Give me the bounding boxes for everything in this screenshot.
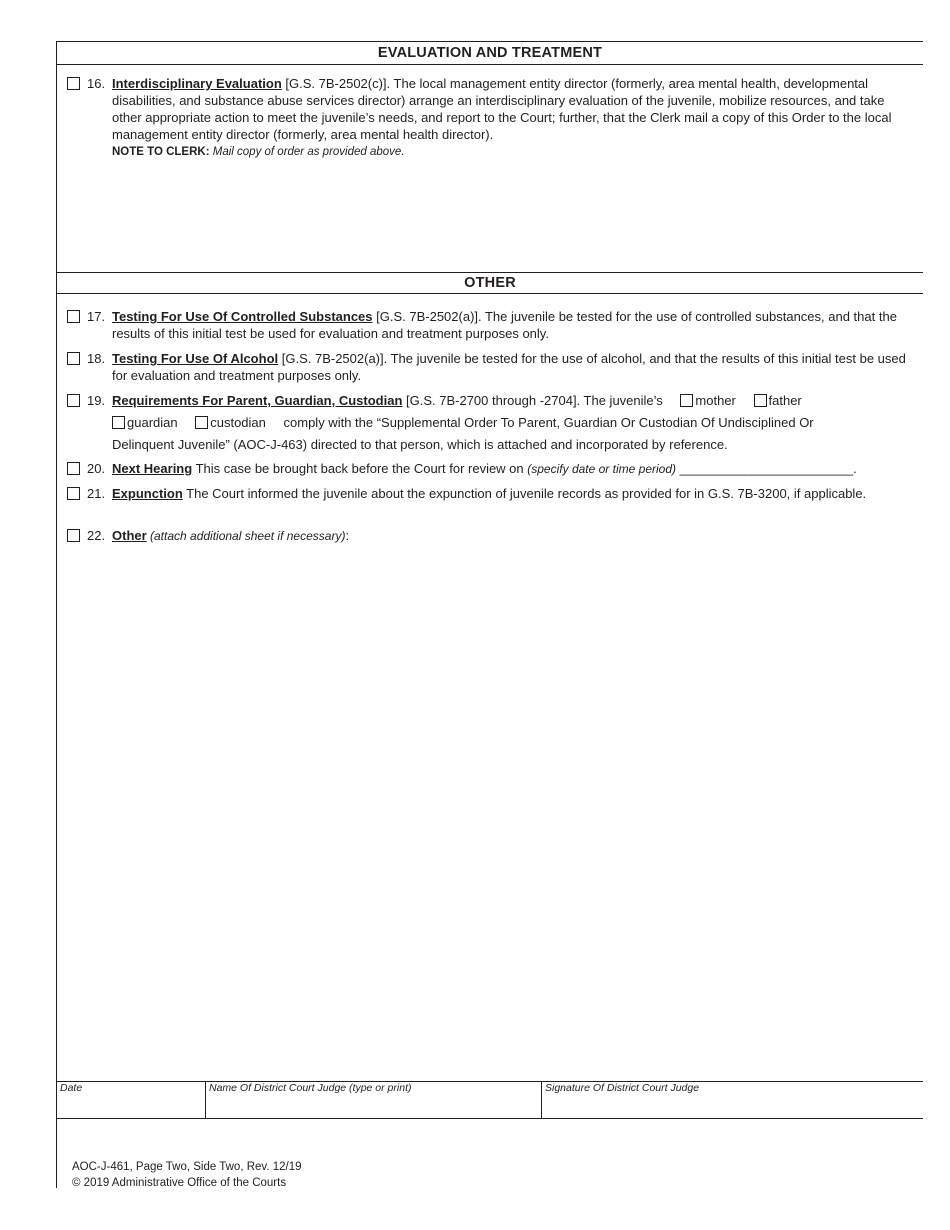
item-label: Next Hearing [112,461,193,476]
item-body: [G.S. 7B-2502(c)]. The local management entity director (formerly, area mental health, developmental disabilities, and substance abuse services director) arrange an interdisciplinary evaluation of the juvenile, mobilize resources, and take other appropriate action to meet the juvenile’s needs, and report to the Court; further, that the Clerk mail a copy of this Order to the local management entity director (formerly, area mental health director). [112,76,892,142]
item-22-text [112,527,913,545]
note-text: Mail copy of order as provided above. [209,146,405,158]
father-label: father [768,393,802,408]
custodian-label: custodian [210,415,266,430]
item-21-text [112,485,913,502]
item-number: 21. [87,486,106,501]
section-title-evaluation: EVALUATION AND TREATMENT [377,45,603,61]
item-label: Testing For Use Of Controlled Substances [112,309,373,324]
item-16-checkbox[interactable] [67,77,80,90]
item-number: 19. [87,393,106,408]
item-number: 16. [87,76,106,91]
father-checkbox[interactable] [754,394,767,407]
divider-line [57,64,923,65]
judge-signature-label: Signature Of District Court Judge [545,1082,700,1094]
item-body: comply with the “Supplemental Order To Parent, Guardian Or Custodian Of Undisciplined Or [283,415,814,430]
item-21-checkbox[interactable] [67,487,80,500]
form-id: AOC-J-461, Page Two, Side Two, Rev. 12/19 [72,1161,302,1173]
item-18-text [112,350,913,384]
mother-label: mother [695,393,736,408]
divider-line [57,293,923,294]
item-label: Requirements For Parent, Guardian, Custodian [112,393,403,408]
guardian-label: guardian [127,415,178,430]
section-title-other: OTHER [464,275,516,291]
item-body: [G.S. 7B-2502(a)]. The juvenile be tested for the use of alcohol, and that the results of this initial test be used for evaluation and treatment purposes only. [112,351,906,383]
form-frame [56,41,923,1188]
item-body: [G.S. 7B-2700 through -2704]. The juvenile’s [402,393,663,408]
judge-name-field[interactable] [206,1081,541,1118]
item-colon: : [345,528,350,543]
item-20-checkbox[interactable] [67,462,80,475]
note-label: NOTE TO CLERK: [112,146,210,158]
item-label: Other [112,528,147,543]
item-19-checkbox[interactable] [67,394,80,407]
mother-checkbox[interactable] [680,394,693,407]
divider-line [57,41,923,42]
copyright: © 2019 Administrative Office of the Courts [72,1177,287,1189]
item-20-text [112,460,913,478]
item-number: 20. [87,461,106,476]
item-body: This case be brought back before the Court for review on [192,461,528,476]
judge-signature-field[interactable] [542,1081,923,1118]
divider-line [57,1118,923,1119]
item-label: Expunction [112,486,183,501]
guardian-checkbox[interactable] [112,416,125,429]
item-19-line-2 [112,412,913,434]
item-body: [G.S. 7B-2502(a)]. The juvenile be tested for the use of controlled substances, and that the results of this initial test be used for evaluation and treatment purposes only. [112,309,897,341]
item-label: Testing For Use Of Alcohol [112,351,279,366]
item-number: 17. [87,309,106,324]
item-18-checkbox[interactable] [67,352,80,365]
date-label: Date [60,1082,83,1094]
item-label: Interdisciplinary Evaluation [112,76,282,91]
item-17-checkbox[interactable] [67,310,80,323]
next-hearing-blank[interactable]: ________________________. [676,461,857,476]
form-footer [72,1159,301,1191]
item-19-text [112,390,913,456]
item-17-text [112,308,913,342]
item-19-line-1 [112,390,913,412]
item-22-checkbox[interactable] [67,529,80,542]
item-number: 22. [87,528,106,543]
item-19-line-3: Delinquent Juvenile” (AOC-J-463) directed to that person, which is attached and incorporated by reference. [112,437,728,452]
signature-row [57,1081,923,1118]
item-number: 18. [87,351,106,366]
item-body: The Court informed the juvenile about the expunction of juvenile records as provided for in G.S. 7B-3200, if applicable. [182,486,867,501]
item-16-text [112,75,913,161]
item-hint: (attach additional sheet if necessary) [146,529,346,543]
judge-name-label: Name Of District Court Judge (type or print) [209,1082,412,1094]
date-field[interactable] [57,1081,205,1118]
divider-line [57,272,923,273]
note-to-clerk [112,144,913,161]
item-hint: (specify date or time period) [527,462,676,476]
custodian-checkbox[interactable] [195,416,208,429]
